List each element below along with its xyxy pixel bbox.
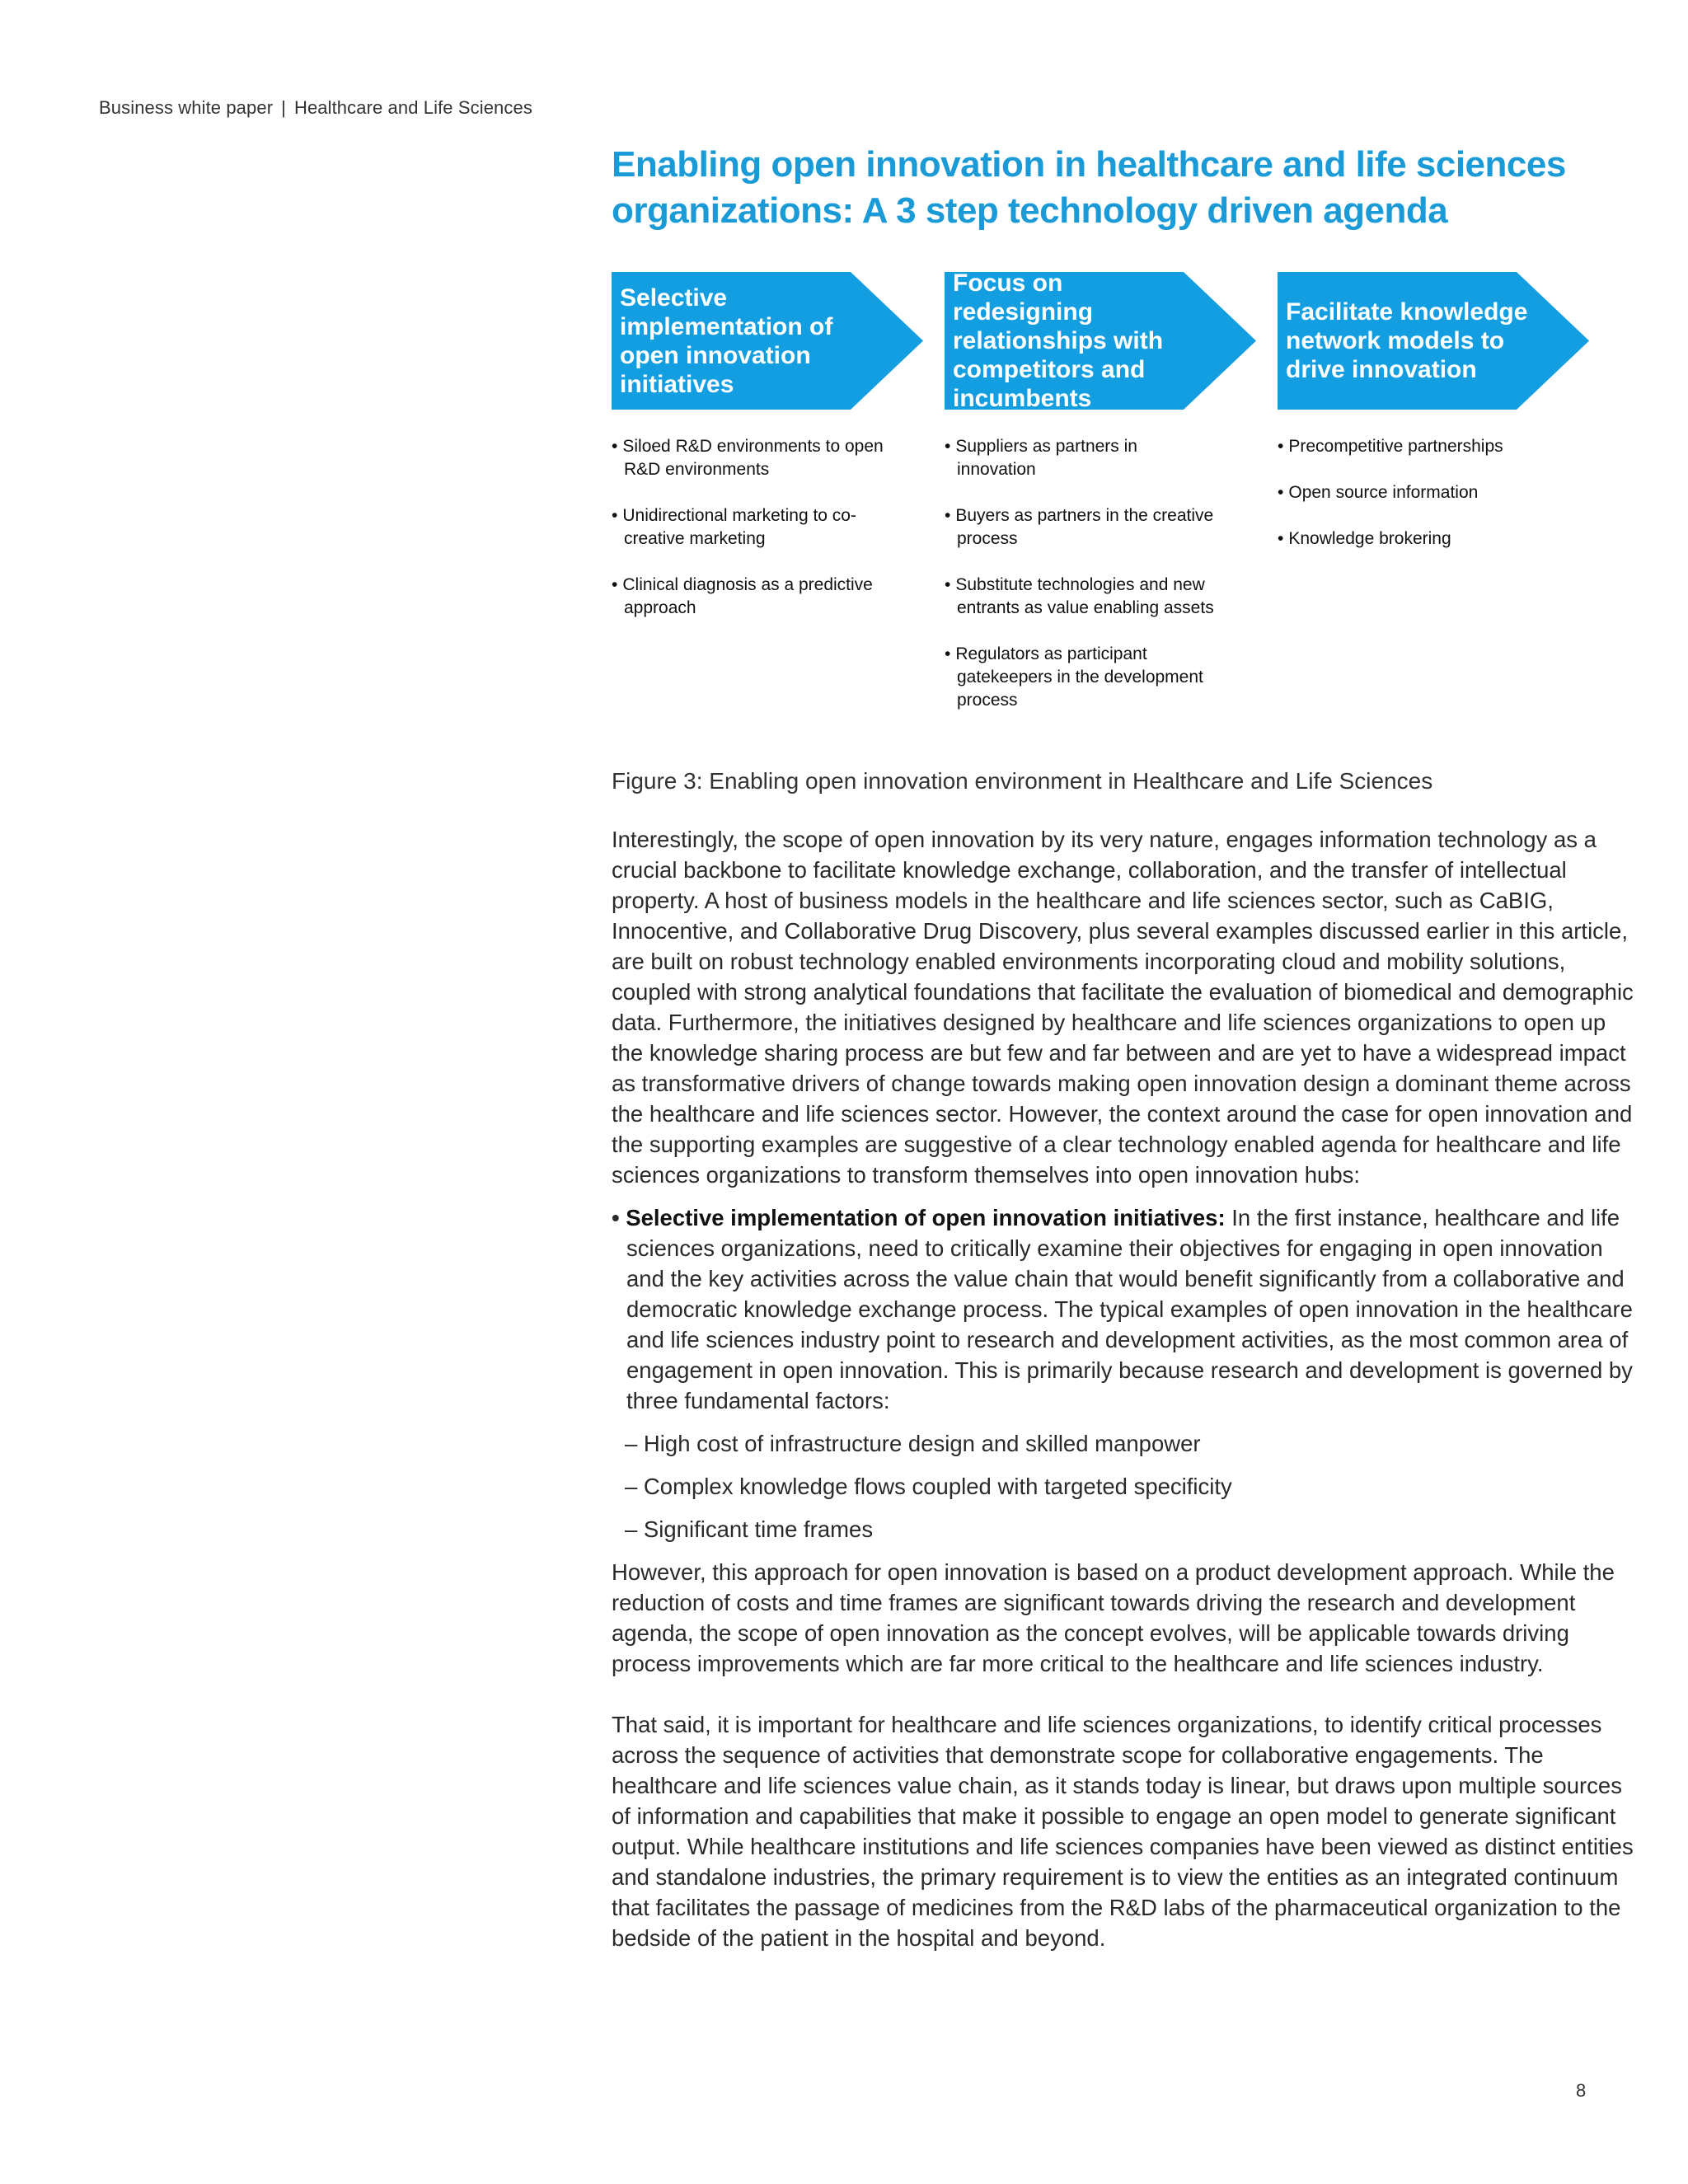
- header-section: Healthcare and Life Sciences: [293, 97, 532, 118]
- figure-caption: Figure 3: Enabling open innovation environment in Healthcare and Life Sciences: [612, 768, 1433, 794]
- bullet-heading: Selective implementation of open innovation initiatives:: [626, 1205, 1226, 1230]
- header-doc-type: Business white paper: [99, 97, 274, 118]
- bullet-selective-implementation: [612, 1202, 1634, 1416]
- step-2-arrow: [945, 269, 1259, 412]
- list-item: • Siloed R&D environments to open R&D environments: [612, 435, 884, 481]
- step-2-label: Focus on redesigning relationships with competitors and incumbents: [953, 269, 1164, 412]
- step-3-arrow: [1278, 272, 1592, 410]
- body-text: [612, 824, 1634, 1966]
- running-header: [99, 97, 532, 119]
- figure-title: Enabling open innovation in healthcare and life sciences organizations: A 3 step technology driven agenda: [612, 144, 1566, 231]
- list-item: • Precompetitive partnerships: [1278, 435, 1550, 458]
- step-1-label: Selective implementation of open innovation initiatives: [620, 284, 833, 398]
- header-separator: |: [281, 97, 286, 118]
- dash-item: – Significant time frames: [625, 1516, 874, 1542]
- step-1-arrow: [612, 272, 926, 410]
- step-3-label: Facilitate knowledge network models to drive innovation: [1286, 298, 1528, 383]
- list-item: • Substitute technologies and new entrants as value enabling assets: [945, 574, 1217, 620]
- paragraph-3: That said, it is important for healthcare and life sciences organizations, to identify critical processes across the sequence of activities that demonstrate scope for collaborative engagements. The healthcare and life sciences value chain, as it stands today is linear, but draws upon multiple sources of information and capabilities that make it possible to engage an open model to generate significant output. While healthcare institutions and life sciences companies have been viewed as distinct entities and standalone industries, the primary requirement is to view the entities as an integrated continuum that facilitates the passage of medicines from the R&D labs of the pharmaceutical organization to the bedside of the patient in the hospital and beyond.: [612, 1712, 1634, 1951]
- list-item: • Suppliers as partners in innovation: [945, 435, 1217, 481]
- list-item: • Knowledge brokering: [1278, 527, 1550, 551]
- list-item: • Buyers as partners in the creative process: [945, 504, 1217, 551]
- list-item: • Open source information: [1278, 481, 1550, 504]
- step-3-items: [1278, 435, 1550, 574]
- paragraph-2: However, this approach for open innovation is based on a product development approach. While the reduction of costs and time frames are significant towards driving the research and development agenda, the scope of open innovation as the concept evolves, will be applicable towards driving process improvements which are far more critical to the healthcare and life sciences industry.: [612, 1559, 1615, 1676]
- dash-item: – Complex knowledge flows coupled with targeted specificity: [625, 1474, 1232, 1499]
- list-item: • Regulators as participant gatekeepers in the development process: [945, 643, 1217, 712]
- bullet-text: In the first instance, healthcare and life sciences organizations, need to critically examine their objectives for engaging in open innovation and the key activities across the value chain that would benefit significantly from a collaborative and democratic knowledge exchange process. The typical examples of open innovation in the healthcare and life sciences industry point to research and development activities, as the most common area of engagement in open innovation. This is primarily because research and development is governed by three fundamental factors:: [626, 1205, 1633, 1413]
- page-number: 8: [1576, 2080, 1587, 2101]
- list-item: • Unidirectional marketing to co-creative marketing: [612, 504, 884, 551]
- step-2-items: [945, 435, 1217, 735]
- bullet-dot: •: [612, 1205, 626, 1230]
- three-step-agenda: [612, 269, 1625, 412]
- list-item: • Clinical diagnosis as a predictive approach: [612, 574, 884, 620]
- paragraph-1: Interestingly, the scope of open innovation by its very nature, engages information technology as a crucial backbone to facilitate knowledge exchange, collaboration, and the transfer of intellectual property. A host of business models in the healthcare and life sciences sector, such as CaBIG, Innocentive, and Collaborative Drug Discovery, plus several examples discussed earlier in this article, are built on robust technology enabled environments incorporating cloud and mobility solutions, coupled with strong analytical foundations that facilitate the evaluation of biomedical and demographic data. Furthermore, the initiatives designed by healthcare and life sciences organizations to open up the knowledge sharing process are but few and far between and are yet to have a widespread impact as transformative drivers of change towards making open innovation design a dominant theme across the healthcare and life sciences sector. However, the context around the case for open innovation and the supporting examples are suggestive of a clear technology enabled agenda for healthcare and life sciences organizations to transform themselves into open innovation hubs:: [612, 827, 1634, 1188]
- dash-item: – High cost of infrastructure design and skilled manpower: [625, 1431, 1201, 1456]
- step-1-items: [612, 435, 884, 643]
